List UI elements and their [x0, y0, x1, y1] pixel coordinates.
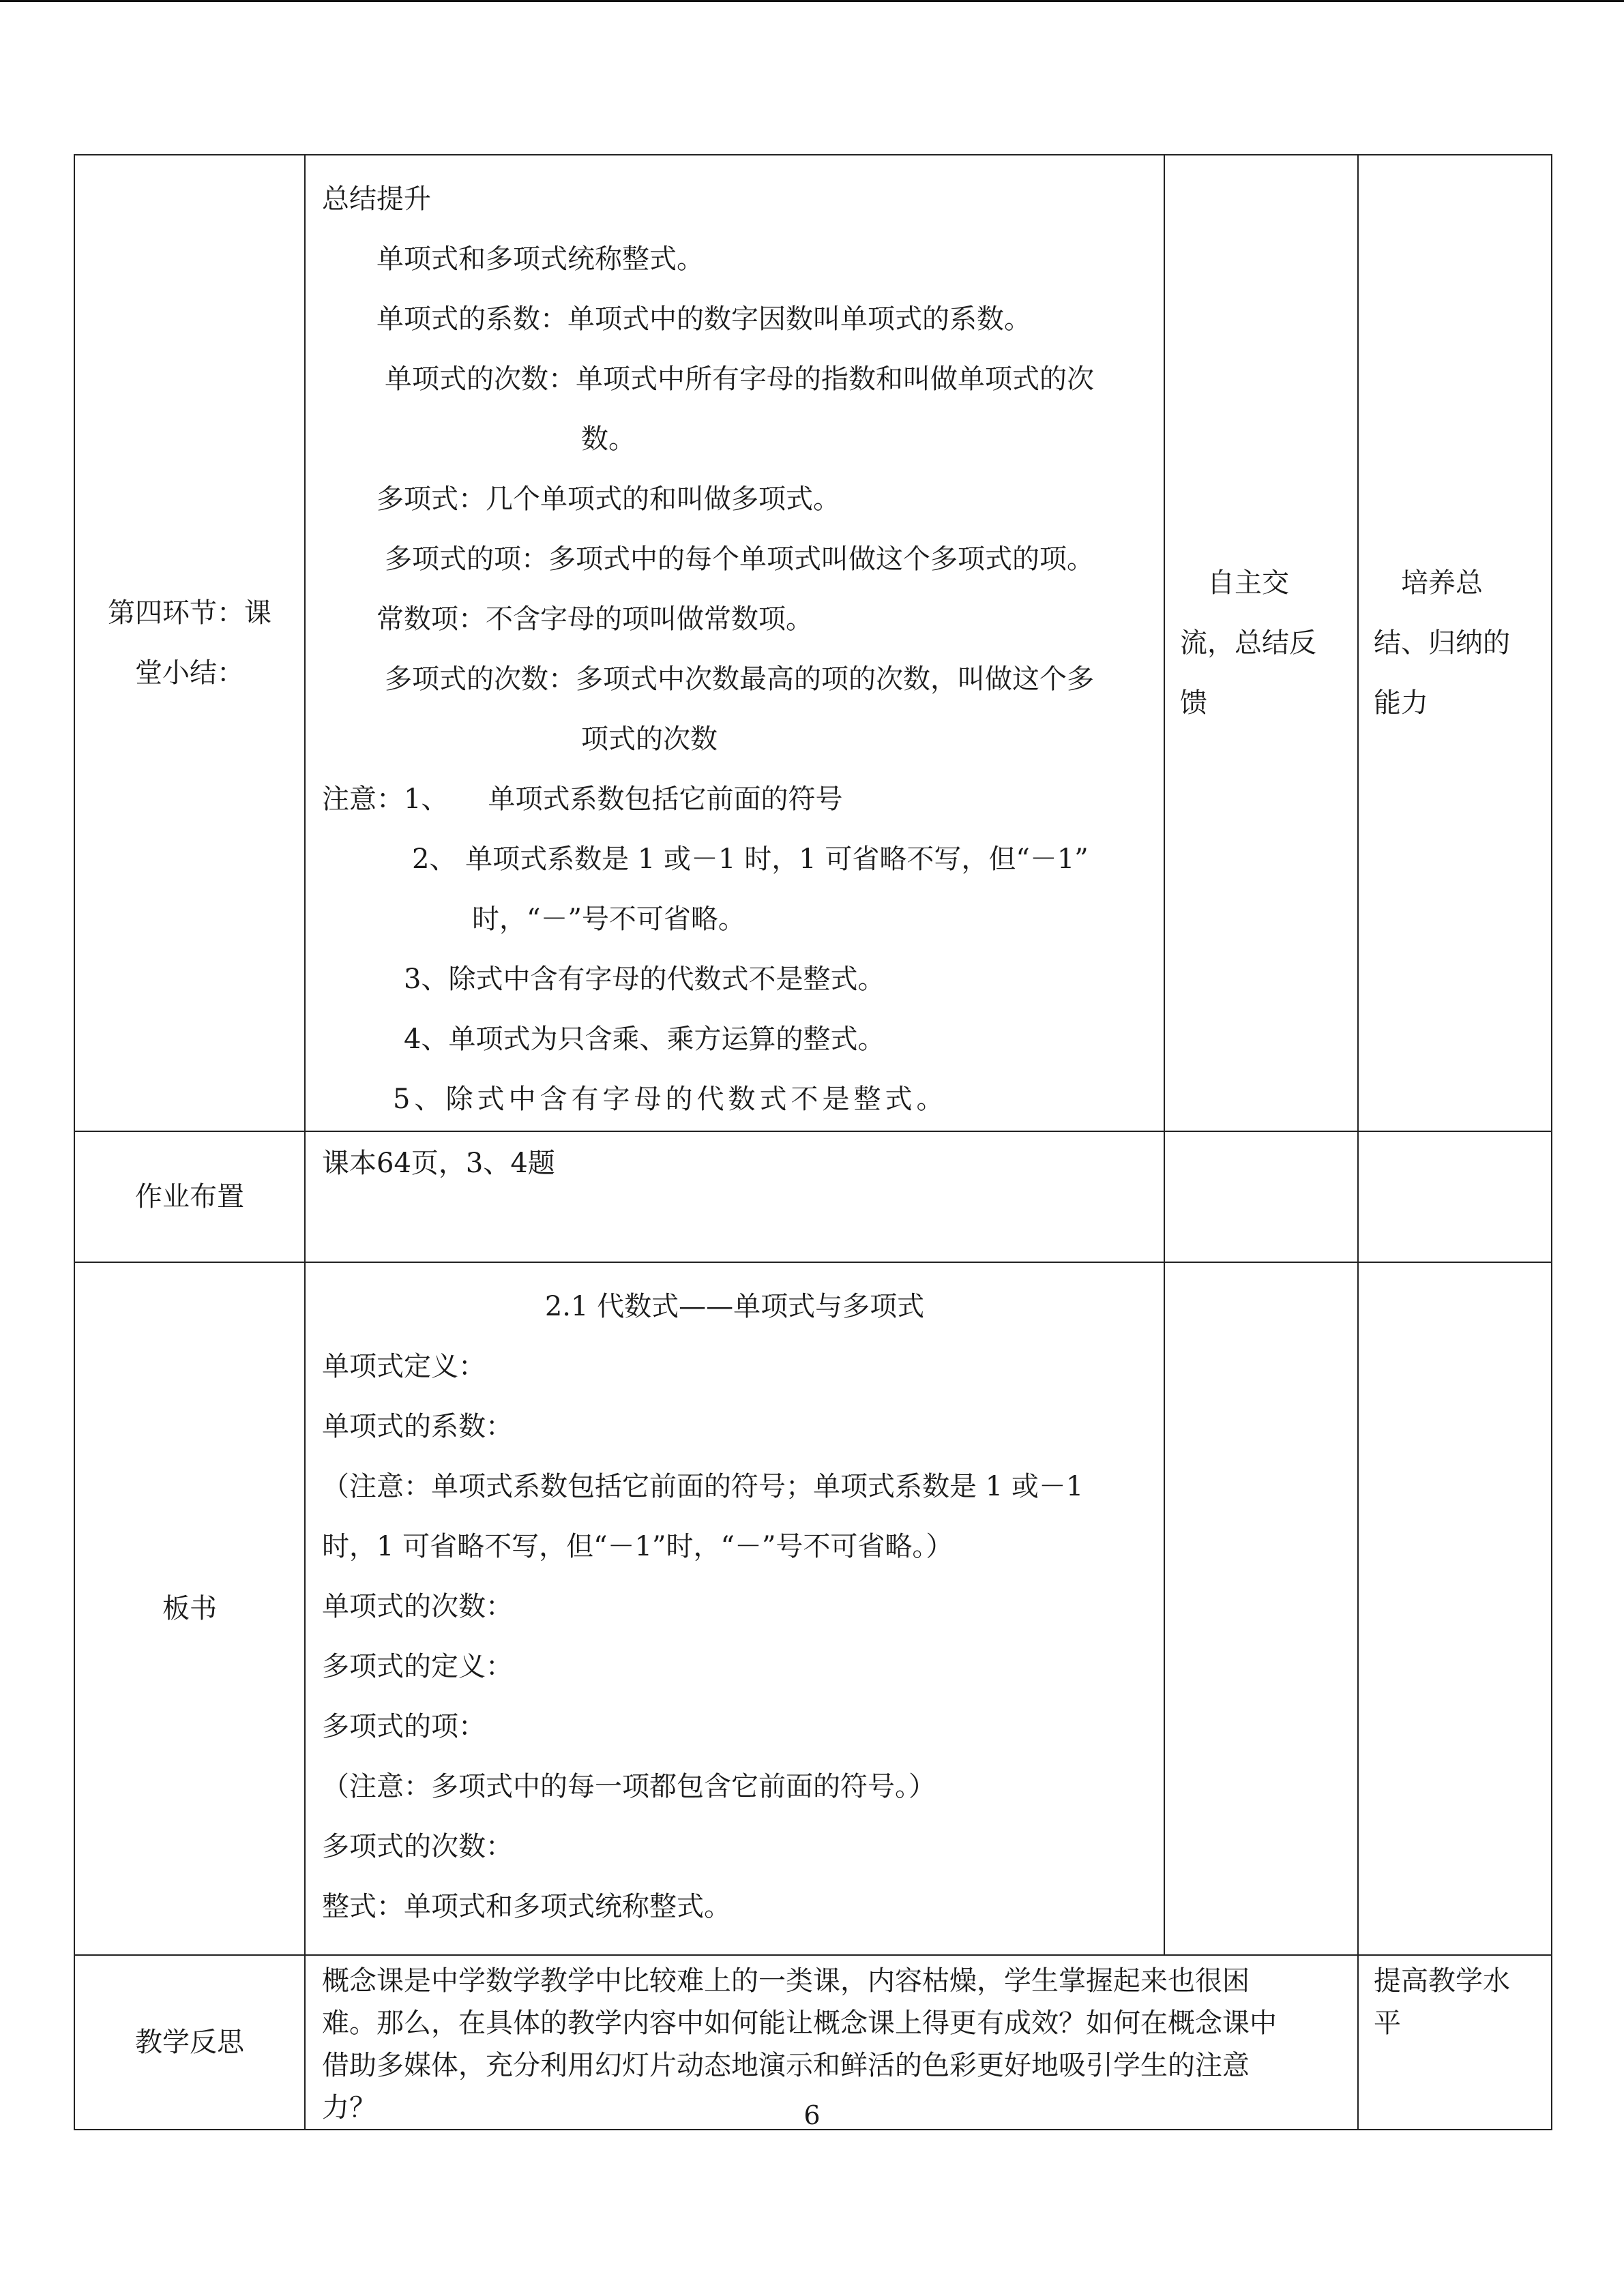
summary-line: 数。: [581, 423, 636, 455]
design-intent-line: 能力: [1374, 687, 1428, 719]
empty-cell: [1358, 1131, 1552, 1262]
blackboard-line: 单项式定义：: [322, 1351, 486, 1382]
design-intent-line: 结、归纳的: [1374, 627, 1510, 659]
student-activity-line: 自主交: [1207, 567, 1289, 599]
blackboard-line: （注意：多项式中的每一项都包含它前面的符号。）: [322, 1771, 936, 1802]
blackboard-line: 整式：单项式和多项式统称整式。: [322, 1891, 731, 1922]
top-rule: [0, 0, 1624, 2]
blackboard-line: 多项式的项：: [322, 1711, 486, 1742]
note-line: 2、 单项式系数是 1 或－1 时，1 可省略不写，但“－1”: [412, 844, 1089, 875]
student-activity-line: 流，总结反: [1180, 627, 1316, 659]
blackboard-title: 2.1 代数式——单项式与多项式: [544, 1291, 925, 1322]
reflection-line: 力？: [322, 2092, 377, 2123]
lesson-plan-table: [74, 154, 1552, 2130]
empty-cell: [1164, 1131, 1358, 1262]
design-intent-line: 培养总: [1401, 567, 1483, 599]
summary-heading: 总结提升: [322, 183, 431, 215]
student-activity-line: 馈: [1180, 687, 1207, 719]
blackboard-line: 单项式的系数：: [322, 1411, 513, 1442]
summary-line: 多项式的项：多项式中的每个单项式叫做这个多项式的项。: [385, 543, 1094, 575]
empty-cell: [1358, 1262, 1552, 1955]
summary-line: 单项式的次数：单项式中所有字母的指数和叫做单项式的次: [385, 363, 1094, 395]
row-label-homework: 作业布置: [74, 1131, 305, 1262]
blackboard-content: [305, 1262, 1164, 1955]
reflection-line: 难。那么，在具体的教学内容中如何能让概念课上得更有成效？如何在概念课中: [322, 2008, 1277, 2039]
blackboard-line: 多项式的定义：: [322, 1651, 513, 1682]
row-label-reflection: 教学反思: [74, 1955, 305, 2130]
row-label-line: 第四环节：课: [108, 597, 271, 629]
blackboard-line: 单项式的次数：: [322, 1591, 513, 1622]
blackboard-line: 时，1 可省略不写，但“－1”时，“－”号不可省略。）: [322, 1531, 954, 1562]
empty-cell: [1164, 1262, 1358, 1955]
note-prefix: 注意：1、: [322, 784, 449, 815]
summary-content: [305, 155, 1164, 1131]
summary-line: 多项式的次数：多项式中次数最高的项的次数，叫做这个多: [385, 664, 1094, 695]
row-label-line: 堂小结：: [135, 657, 244, 689]
table-row-summary: [74, 155, 1552, 1131]
reflection-line: 借助多媒体，充分利用幻灯片动态地演示和鲜活的色彩更好地吸引学生的注意: [322, 2050, 1250, 2081]
summary-line: 单项式和多项式统称整式。: [377, 243, 704, 275]
note-line: 时，“－”号不可省略。: [472, 904, 745, 935]
blackboard-line: 多项式的次数：: [322, 1831, 513, 1862]
note-line: 5、除式中含有字母的代数式不是整式。: [393, 1084, 948, 1115]
summary-line: 单项式的系数：单项式中的数字因数叫单项式的系数。: [377, 303, 1031, 335]
summary-line: 常数项：不含字母的项叫做常数项。: [377, 603, 813, 635]
reflection-note-line: 平: [1374, 2008, 1401, 2039]
note-line: [322, 769, 1147, 829]
page-number: 6: [803, 2100, 821, 2130]
design-intent-cell: [1358, 155, 1552, 1131]
table-row-homework: [74, 1131, 1552, 1262]
blackboard-line: （注意：单项式系数包括它前面的符号；单项式系数是 1 或－1: [322, 1471, 1084, 1502]
note-line: 4、单项式为只含乘、乘方运算的整式。: [404, 1024, 885, 1055]
row-label-summary: [74, 155, 305, 1131]
row-label-blackboard: 板书: [74, 1262, 305, 1955]
summary-line: 多项式：几个单项式的和叫做多项式。: [377, 483, 840, 515]
reflection-note-line: 提高教学水: [1374, 1965, 1510, 1997]
note-text: 单项式系数包括它前面的符号: [488, 784, 843, 815]
note-line: 3、除式中含有字母的代数式不是整式。: [404, 964, 885, 995]
summary-line: 项式的次数: [581, 724, 718, 755]
table-row-blackboard: [74, 1262, 1552, 1955]
homework-content: 课本64页，3、4题: [305, 1131, 1164, 1262]
reflection-line: 概念课是中学数学教学中比较难上的一类课，内容枯燥，学生掌握起来也很困: [322, 1965, 1250, 1997]
student-activity-cell: [1164, 155, 1358, 1131]
